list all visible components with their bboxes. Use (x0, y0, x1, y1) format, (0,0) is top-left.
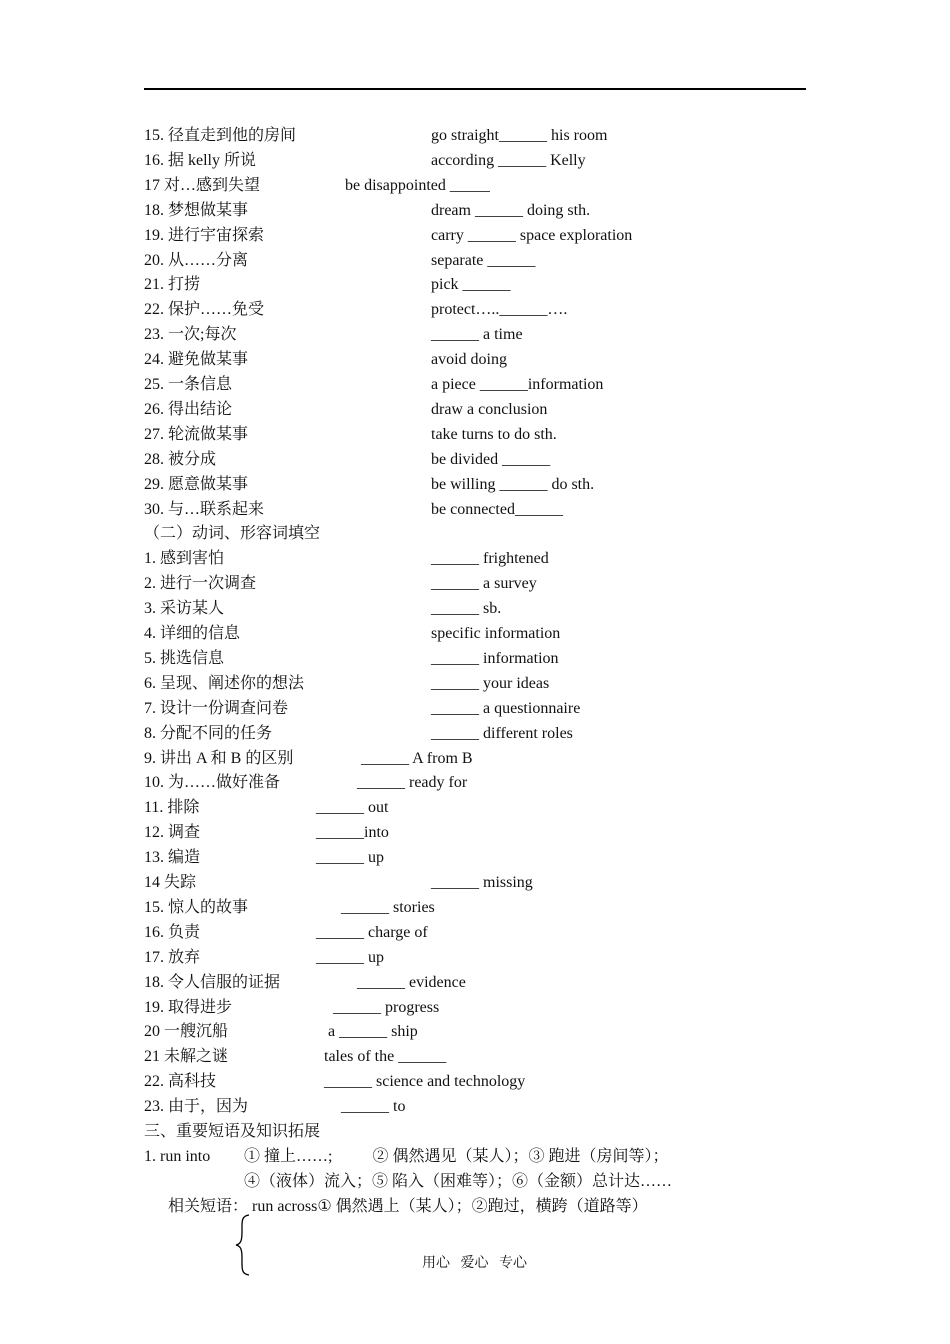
phrase-chinese: 12. 调查 (144, 824, 201, 841)
phrase-english: according ______ Kelly (431, 152, 586, 169)
phrase-english: ______ a time (431, 326, 523, 343)
phrase-chinese: 26. 得出结论 (144, 401, 233, 418)
phrase-english: pick ______ (431, 276, 511, 293)
phrase-chinese: 28. 被分成 (144, 451, 217, 468)
phrase-english: be disappointed _____ (345, 177, 490, 194)
phrase-english: ______ A from B (361, 750, 473, 767)
phrase-chinese: 22. 保护……免受 (144, 301, 265, 318)
phrase-chinese: 24. 避免做某事 (144, 351, 249, 368)
phrase-chinese: 9. 讲出 A 和 B 的区别 (144, 750, 294, 767)
phrase-chinese: 25. 一条信息 (144, 376, 233, 393)
phrase-english: avoid doing (431, 351, 507, 368)
phrase-chinese: 20 一艘沉船 (144, 1023, 229, 1040)
section-title: 三、重要短语及知识拓展 (144, 1123, 321, 1140)
page-footer: 用心 爱心 专心 (422, 1256, 527, 1271)
phrase-english: be divided ______ (431, 451, 551, 468)
phrase-chinese: 13. 编造 (144, 849, 201, 866)
phrase-english: be willing ______ do sth. (431, 476, 595, 493)
phrase-chinese: 15. 惊人的故事 (144, 899, 249, 916)
phrase-chinese: 19. 取得进步 (144, 999, 233, 1016)
phrase-chinese: 14 失踪 (144, 874, 197, 891)
phrase-chinese: 3. 采访某人 (144, 600, 225, 617)
phrase-chinese: 30. 与…联系起来 (144, 501, 265, 518)
phrase-chinese: 16. 负责 (144, 924, 201, 941)
phrase-english: ______ science and technology (324, 1073, 526, 1090)
phrase-chinese: 7. 设计一份调查问卷 (144, 700, 289, 717)
phrase-chinese: 15. 径直走到他的房间 (144, 127, 297, 144)
phrase-english: protect…..______…. (431, 301, 568, 318)
phrase-english: ______ stories (341, 899, 435, 916)
phrase-chinese: 17. 放弃 (144, 949, 201, 966)
phrase-english: tales of the ______ (324, 1048, 447, 1065)
phrase-chinese: 20. 从……分离 (144, 252, 249, 269)
phrase-chinese: 19. 进行宇宙探索 (144, 227, 265, 244)
phrase-chinese: 10. 为……做好准备 (144, 774, 281, 791)
phrase-english: carry ______ space exploration (431, 227, 633, 244)
phrase-chinese: 6. 呈现、阐述你的想法 (144, 675, 305, 692)
phrase-english: ______ to (341, 1098, 406, 1115)
phrase-chinese: 2. 进行一次调查 (144, 575, 257, 592)
related-phrases-text: run across① 偶然遇上（某人）；②跑过，横跨（道路等） (252, 1198, 648, 1215)
phrase-chinese: 8. 分配不同的任务 (144, 725, 273, 742)
phrase-english: ______ out (316, 799, 389, 816)
phrase-english: ______ evidence (357, 974, 466, 991)
phrase-chinese: 17 对…感到失望 (144, 177, 261, 194)
phrase-chinese: 1. 感到害怕 (144, 550, 225, 567)
phrase-english: ______ up (316, 849, 384, 866)
phrase-chinese: 29. 愿意做某事 (144, 476, 249, 493)
phrase-english: specific information (431, 625, 561, 642)
phrase-english: ______ progress (333, 999, 440, 1016)
phrase-chinese: 5. 挑选信息 (144, 650, 225, 667)
phrase-chinese: 11. 排除 (144, 799, 200, 816)
phrase-chinese: 21 未解之谜 (144, 1048, 229, 1065)
run-into-meanings-2: ④（液体）流入；⑤ 陷入（困难等）；⑥（金额）总计达…… (244, 1173, 673, 1190)
phrase-english: go straight______ his room (431, 127, 608, 144)
related-phrases-label: 相关短语： (168, 1198, 249, 1215)
phrase-english: be connected______ (431, 501, 563, 518)
phrase-chinese: 18. 令人信服的证据 (144, 974, 281, 991)
phrase-chinese: 23. 一次;每次 (144, 326, 237, 343)
phrase-english: a piece ______information (431, 376, 604, 393)
phrase-english: ______ missing (431, 874, 533, 891)
phrase-english: draw a conclusion (431, 401, 548, 418)
phrase-chinese: 4. 详细的信息 (144, 625, 241, 642)
phrase-chinese: （二）动词、形容词填空 (144, 525, 321, 542)
phrase-english: ______into (316, 824, 389, 841)
phrase-english: ______ information (431, 650, 559, 667)
phrase-english: ______ a questionnaire (431, 700, 581, 717)
phrase-chinese: 23. 由于，因为 (144, 1098, 249, 1115)
phrase-chinese: 27. 轮流做某事 (144, 426, 249, 443)
phrase-english: dream ______ doing sth. (431, 202, 591, 219)
phrase-english: ______ your ideas (431, 675, 550, 692)
phrase-english: ______ different roles (431, 725, 573, 742)
curly-brace-icon (235, 1214, 251, 1276)
phrase-english: ______ charge of (316, 924, 428, 941)
phrase-chinese: 16. 据 kelly 所说 (144, 152, 256, 169)
phrase-english: ______ a survey (431, 575, 537, 592)
phrase-chinese: 22. 高科技 (144, 1073, 217, 1090)
phrase-english: take turns to do sth. (431, 426, 557, 443)
header-rule (144, 88, 806, 90)
phrase-english: ______ ready for (357, 774, 468, 791)
phrase-english: ______ up (316, 949, 384, 966)
run-into-meanings-1: ① 撞上……; ② 偶然遇见（某人）；③ 跑进（房间等）； (244, 1148, 669, 1165)
phrase-english: ______ sb. (431, 600, 502, 617)
phrase-english: a ______ ship (328, 1023, 418, 1040)
run-into-label: 1. run into (144, 1148, 211, 1165)
phrase-chinese: 18. 梦想做某事 (144, 202, 249, 219)
phrase-english: ______ frightened (431, 550, 549, 567)
phrase-chinese: 21. 打捞 (144, 276, 201, 293)
phrase-english: separate ______ (431, 252, 536, 269)
